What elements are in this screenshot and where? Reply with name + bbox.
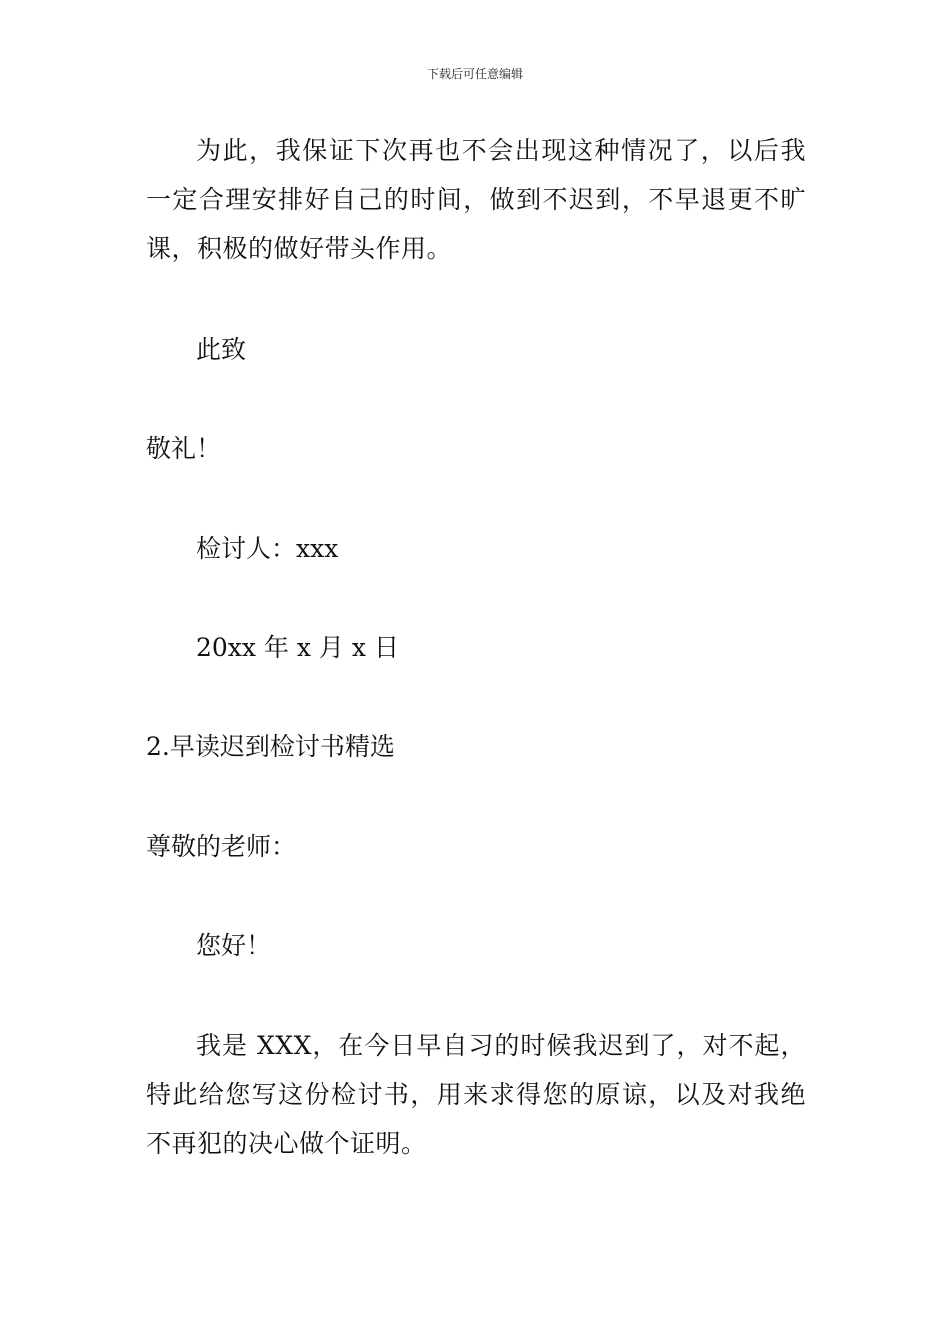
date-line: 20xx 年 x 月 x 日: [196, 633, 399, 662]
paragraph-commitment: 为此，我保证下次再也不会出现这种情况了，以后我一定合理安排好自己的时间，做到不迟到，不早退更不旷课，积极的做好带头作用。: [146, 136, 806, 263]
greeting: 您好！: [196, 931, 272, 960]
paragraph-intro: 我是 XXX，在今日早自习的时候我迟到了，对不起，特此给您写这份检讨书，用来求得您的原谅，以及对我绝不再犯的决心做个证明。: [146, 1031, 806, 1158]
closing-line-1: 此致: [196, 335, 247, 364]
closing-line-2: 敬礼！: [146, 434, 222, 463]
section-title: 2.早读迟到检讨书精选: [146, 732, 395, 761]
header-note: 下载后可任意编辑: [426, 67, 523, 81]
salutation: 尊敬的老师：: [146, 832, 297, 861]
signer-line: 检讨人：xxx: [196, 534, 339, 563]
